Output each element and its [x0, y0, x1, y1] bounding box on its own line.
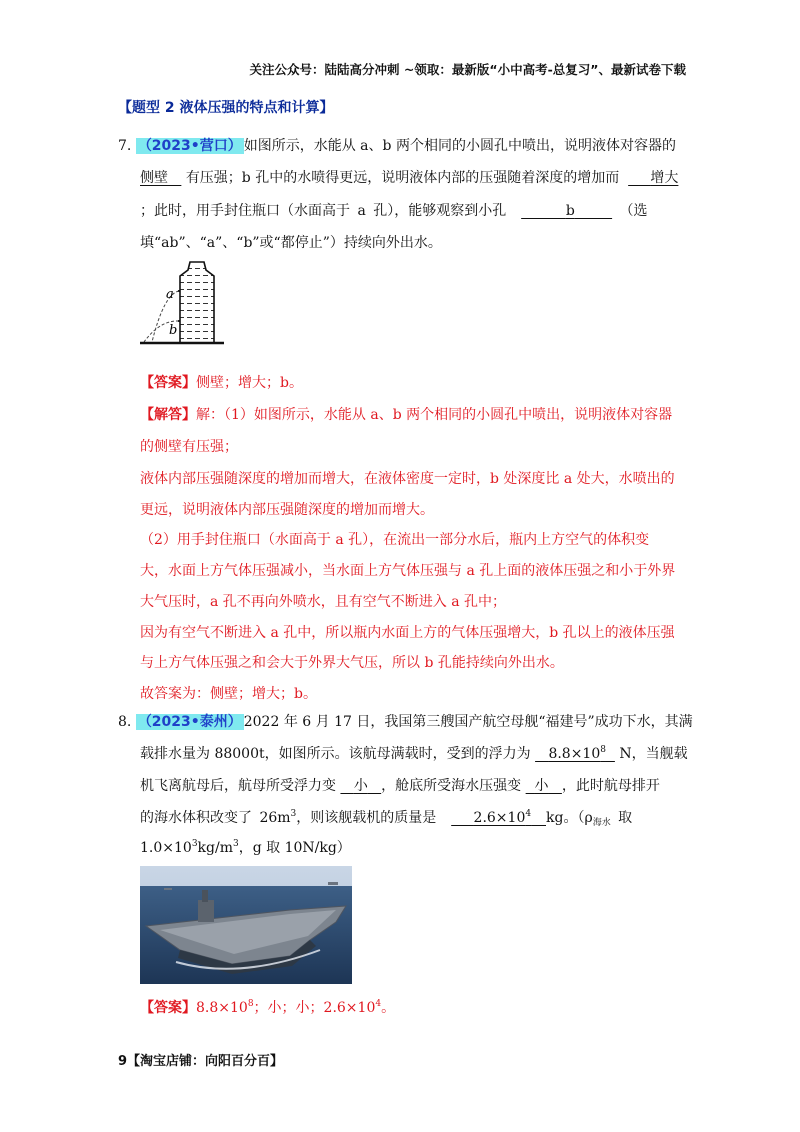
q8-blank-1: $8.8\times 10^8$ [548, 745, 606, 762]
q7-line-2: 侧壁 有压强；b 孔中的水喷得更远，说明液体内部的压强随着深度的增加而 增大 [140, 170, 679, 186]
page-number: 9 [118, 1054, 128, 1069]
solution-label: 【解答】 [140, 407, 196, 423]
q7-solution-line-7: 大气压时，a 孔不再向外喷水，且有空气不断进入 a 孔中； [140, 594, 507, 610]
q7-blank-3: b [565, 203, 575, 219]
q7-solution-line-1: 【解答】解：（1）如图所示，水能从 a、b 两个相同的小圆孔中喷出，说明液体对容器 [140, 407, 673, 423]
section-title: 【题型 2 液体压强的特点和计算】 [118, 100, 334, 116]
q8-line-2: 载排水量为 88000t，如图所示。该航母满载时，受到的浮力为 $8.8\times 10^8$ N，当舰载 [140, 745, 688, 762]
footer-shop: 【淘宝店铺：向阳百分百】 [127, 1054, 284, 1069]
page-footer [118, 1050, 283, 1069]
q7-solution-line-10: 故答案为：侧壁；增大；b。 [140, 686, 317, 702]
q7-blank-1: 侧壁 [140, 170, 168, 186]
page-header: 关注公众号：陆陆高分冲刺 ~领取：最新版“小中高考-总复习”、最新试卷下载 [249, 62, 686, 77]
q7-source-tag: （2023•营口） [137, 138, 242, 154]
q7-line-3: ；此时，用手封住瓶口（水面高于 a 孔），能够观察到小孔 b （选 [140, 203, 648, 219]
q8-line-4: 的海水体积改变了 $26m^3$，则该舰载机的质量是 $2.6\times 10^4$ kg。（$\rho_{海水}$ 取 [140, 809, 633, 828]
q8-line-1: 8. （2023•泰州） 2022 年 6 月 17 日，我国第三艘国产航空母舰“福建号”成功下水，其满 [118, 714, 693, 730]
q8-blank-2: 小 [353, 778, 368, 794]
q7-solution-line-5: （2）用手封住瓶口（水面高于 a 孔），在流出一部分水后，瓶内上方空气的体积变 [140, 532, 650, 548]
aircraft-carrier-photo [140, 866, 352, 984]
q7-line-1: 7. （2023•营口） 如图所示，水能从 a、b 两个相同的小圆孔中喷出，说明液体对容器的 [118, 138, 676, 154]
q8-answer: 【答案】$8.8\times 10^8$；小；小；$2.6\times 10^4$。 [140, 999, 396, 1016]
q7-solution-line-2: 的侧壁有压强； [140, 439, 238, 455]
carrier-island [198, 900, 214, 922]
q7-answer: 【答案】侧壁；增大；b。 [140, 375, 303, 391]
label-a: a [166, 287, 174, 302]
label-b: b [169, 323, 178, 338]
q7-solution-line-9: 与上方气体压强之和会大于外界大气压，所以 b 孔能持续向外出水。 [140, 655, 564, 671]
q7-solution-line-8: 因为有空气不断进入 a 孔中，所以瓶内水面上方的气体压强增大，b 孔以上的液体压强 [140, 625, 675, 641]
q7-solution-line-4: 更远，说明液体内部压强随深度的增加而增大。 [140, 502, 434, 518]
q8-blank-3: 小 [534, 778, 549, 794]
q7-blank-2: 增大 [650, 170, 679, 186]
q8-line-5: $1.0\times 10^3kg/m^3$，g 取 10N/kg） [140, 839, 351, 856]
q7-number: 7. [118, 138, 132, 154]
q7-solution-line-6: 大，水面上方气体压强减小，当水面上方气体压强与 a 孔上面的液体压强之和小于外界 [140, 563, 676, 579]
q7-line-4: 填“ab”、“a”、“b”或“都停止”）持续向外出水。 [140, 235, 442, 251]
q8-blank-4: $2.6\times 10^4$ [473, 809, 532, 826]
bottle-diagram [138, 258, 228, 350]
q8-line-3: 机飞离航母后，航母所受浮力变 小 ，舱底所受海水压强变 小 ，此时航母排开 [140, 778, 660, 794]
q8-source-tag: （2023•泰州） [137, 714, 242, 730]
answer-label: 【答案】 [140, 1000, 196, 1016]
bottle-outline [180, 262, 214, 342]
q8-number: 8. [118, 714, 132, 730]
answer-label: 【答案】 [140, 375, 196, 391]
q7-solution-line-3: 液体内部压强随深度的增加而增大，在液体密度一定时，b 处深度比 a 处大，水喷出的 [140, 471, 675, 487]
